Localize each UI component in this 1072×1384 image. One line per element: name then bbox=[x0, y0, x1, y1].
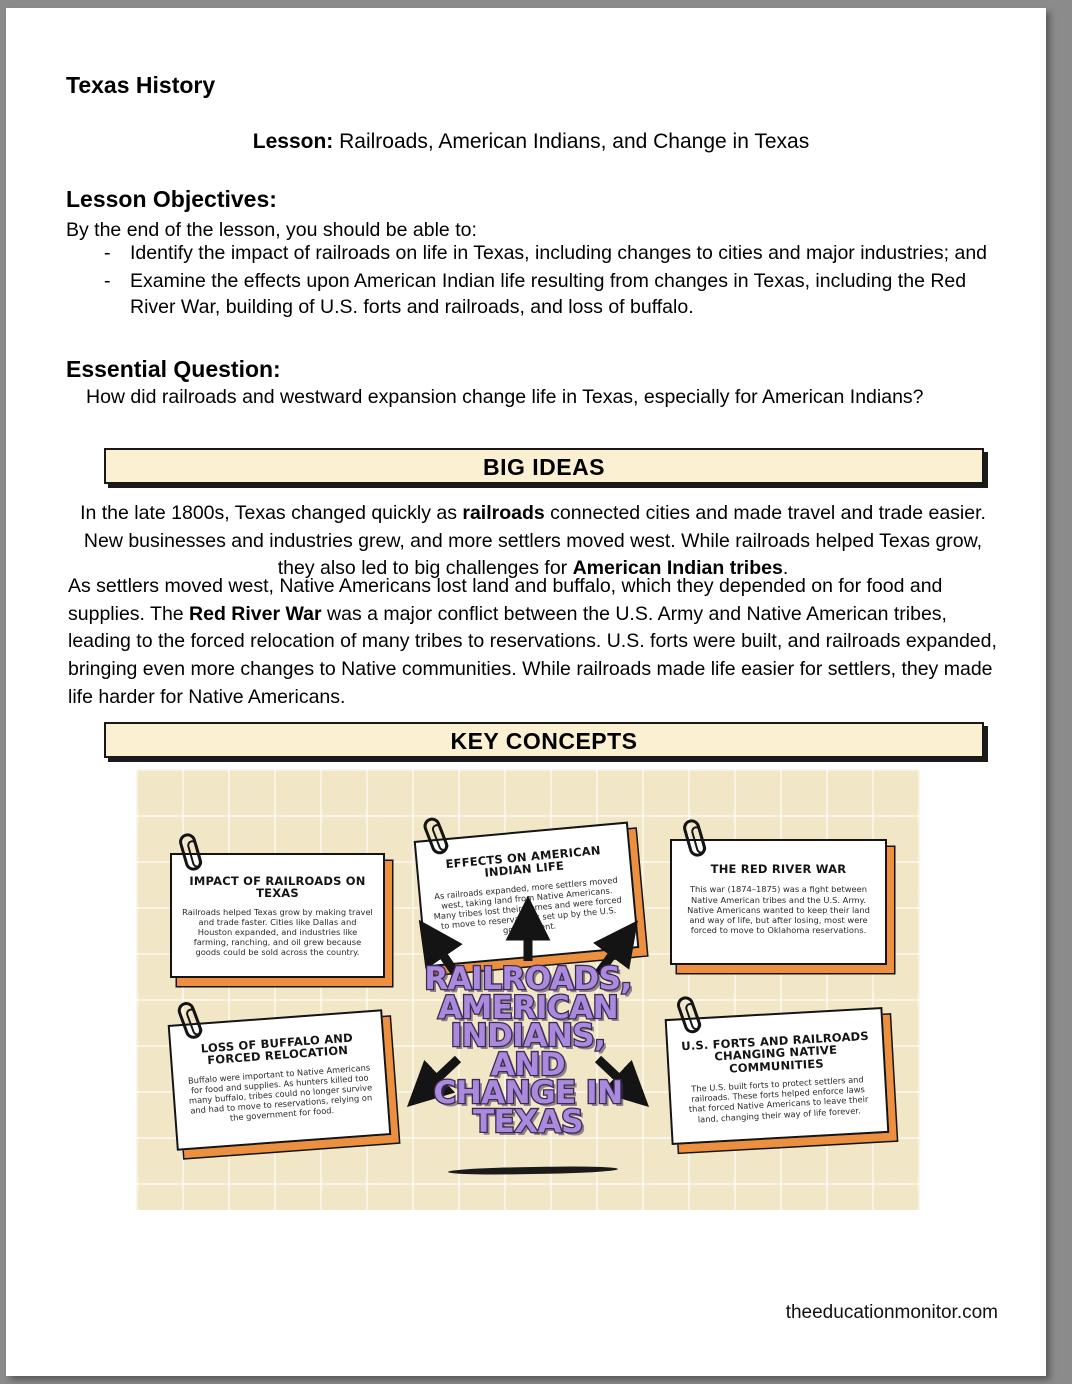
list-item: - Identify the impact of railroads on life in Texas, including changes to cities and major industries; and bbox=[96, 240, 1001, 266]
card-title: THE RED RIVER WAR bbox=[710, 862, 847, 876]
big-ideas-paragraph-1 bbox=[68, 500, 998, 583]
key-concepts-infographic bbox=[136, 769, 920, 1210]
footer-source: theeducationmonitor.com bbox=[785, 1302, 998, 1323]
essential-question-text: How did railroads and westward expansion change life in Texas, especially for American Indians? bbox=[86, 386, 924, 408]
card-title: EFFECTS ON AMERICAN INDIAN LIFE bbox=[445, 843, 602, 881]
card-body: Buffalo were important to Native Americans for food and supplies. As hunters killed too many buffalo, tribes could no longer survive and had to move to reservations, relying on the government for food. bbox=[187, 1062, 373, 1123]
page-title: Texas History bbox=[66, 72, 216, 98]
para1-text-3: . bbox=[782, 557, 789, 580]
lesson-name: Railroads, American Indians, and Change in Texas bbox=[333, 130, 810, 153]
big-ideas-paragraph-2 bbox=[68, 573, 998, 711]
list-item: - Examine the effects upon American Indian life resulting from changes in Texas, including the Red River War, building of U.S. forts and railroads, and loss of buffalo. bbox=[96, 268, 1001, 320]
essential-question-heading: Essential Question: bbox=[66, 356, 281, 382]
para1-bold-railroads: railroads bbox=[462, 502, 545, 524]
infographic-center-title: RAILROADS, AMERICAN INDIANS, AND CHANGE IN TEXAS bbox=[424, 961, 632, 1140]
card-title: LOSS OF BUFFALO AND FORCED RELOCATION bbox=[200, 1030, 354, 1068]
document-page bbox=[6, 8, 1046, 1376]
key-concepts-banner: KEY CONCEPTS bbox=[104, 722, 984, 758]
lesson-title-line bbox=[66, 130, 996, 154]
para2-bold-red-river-war: Red River War bbox=[189, 602, 322, 625]
card-body: Railroads helped Texas grow by making travel and trade faster. Cities like Dallas and Houston expanded, and industries like farming, ranching, and oil grew because goods could be sold across the country. bbox=[182, 906, 373, 958]
para1-text-1: In the late 1800s, Texas changed quickly as bbox=[80, 502, 463, 524]
card-body: The U.S. built forts to protect settlers and railroads. These forts helped enforce laws that forced Native Americans to leave their land, changing their way of life forever. bbox=[688, 1074, 869, 1125]
para1-bold-tribes: American Indian tribes bbox=[572, 557, 783, 580]
objectives-intro-text: By the end of the lesson, you should be able to: bbox=[66, 219, 477, 241]
lesson-label: Lesson: bbox=[252, 130, 334, 153]
objectives-list bbox=[96, 240, 1001, 322]
para1-text-2: connected cities and made travel and trade easier. New businesses and industries grew, and more settlers moved west. While railroads helped Texas grow, they also led to big challenges for bbox=[83, 502, 986, 580]
card-body: This war (1874–1875) was a fight between Native American tribes and the U.S. Army. Native Americans wanted to keep their land and way of life, but after losing, most were forced to move to Oklahoma reservations. bbox=[687, 884, 870, 935]
card-title: IMPACT OF RAILROADS ON TEXAS bbox=[189, 874, 366, 901]
card-body: As railroads expanded, more settlers moved west, taking land from Native Americans. Many tribes lost their homes and were forced to move to reservations set up by the U.S. government. bbox=[433, 874, 623, 936]
para2-text-2: was a major conflict between the U.S. Army and Native American tribes, leading to the forced relocation of many tribes to reservations. U.S. forts were built, and railroads expanded, bringing even more changes to Native communities. While railroads made life easier for settlers, they made life harder for Native Americans. bbox=[68, 602, 997, 708]
para2-text-1: As settlers moved west, Native Americans lost land and buffalo, which they depended on for food and supplies. The bbox=[68, 575, 943, 625]
big-ideas-banner: BIG IDEAS bbox=[104, 448, 984, 484]
lesson-objectives-heading: Lesson Objectives: bbox=[66, 186, 277, 212]
card-title: U.S. FORTS AND RAILROADS CHANGING NATIVE COMMUNITIES bbox=[680, 1028, 870, 1076]
